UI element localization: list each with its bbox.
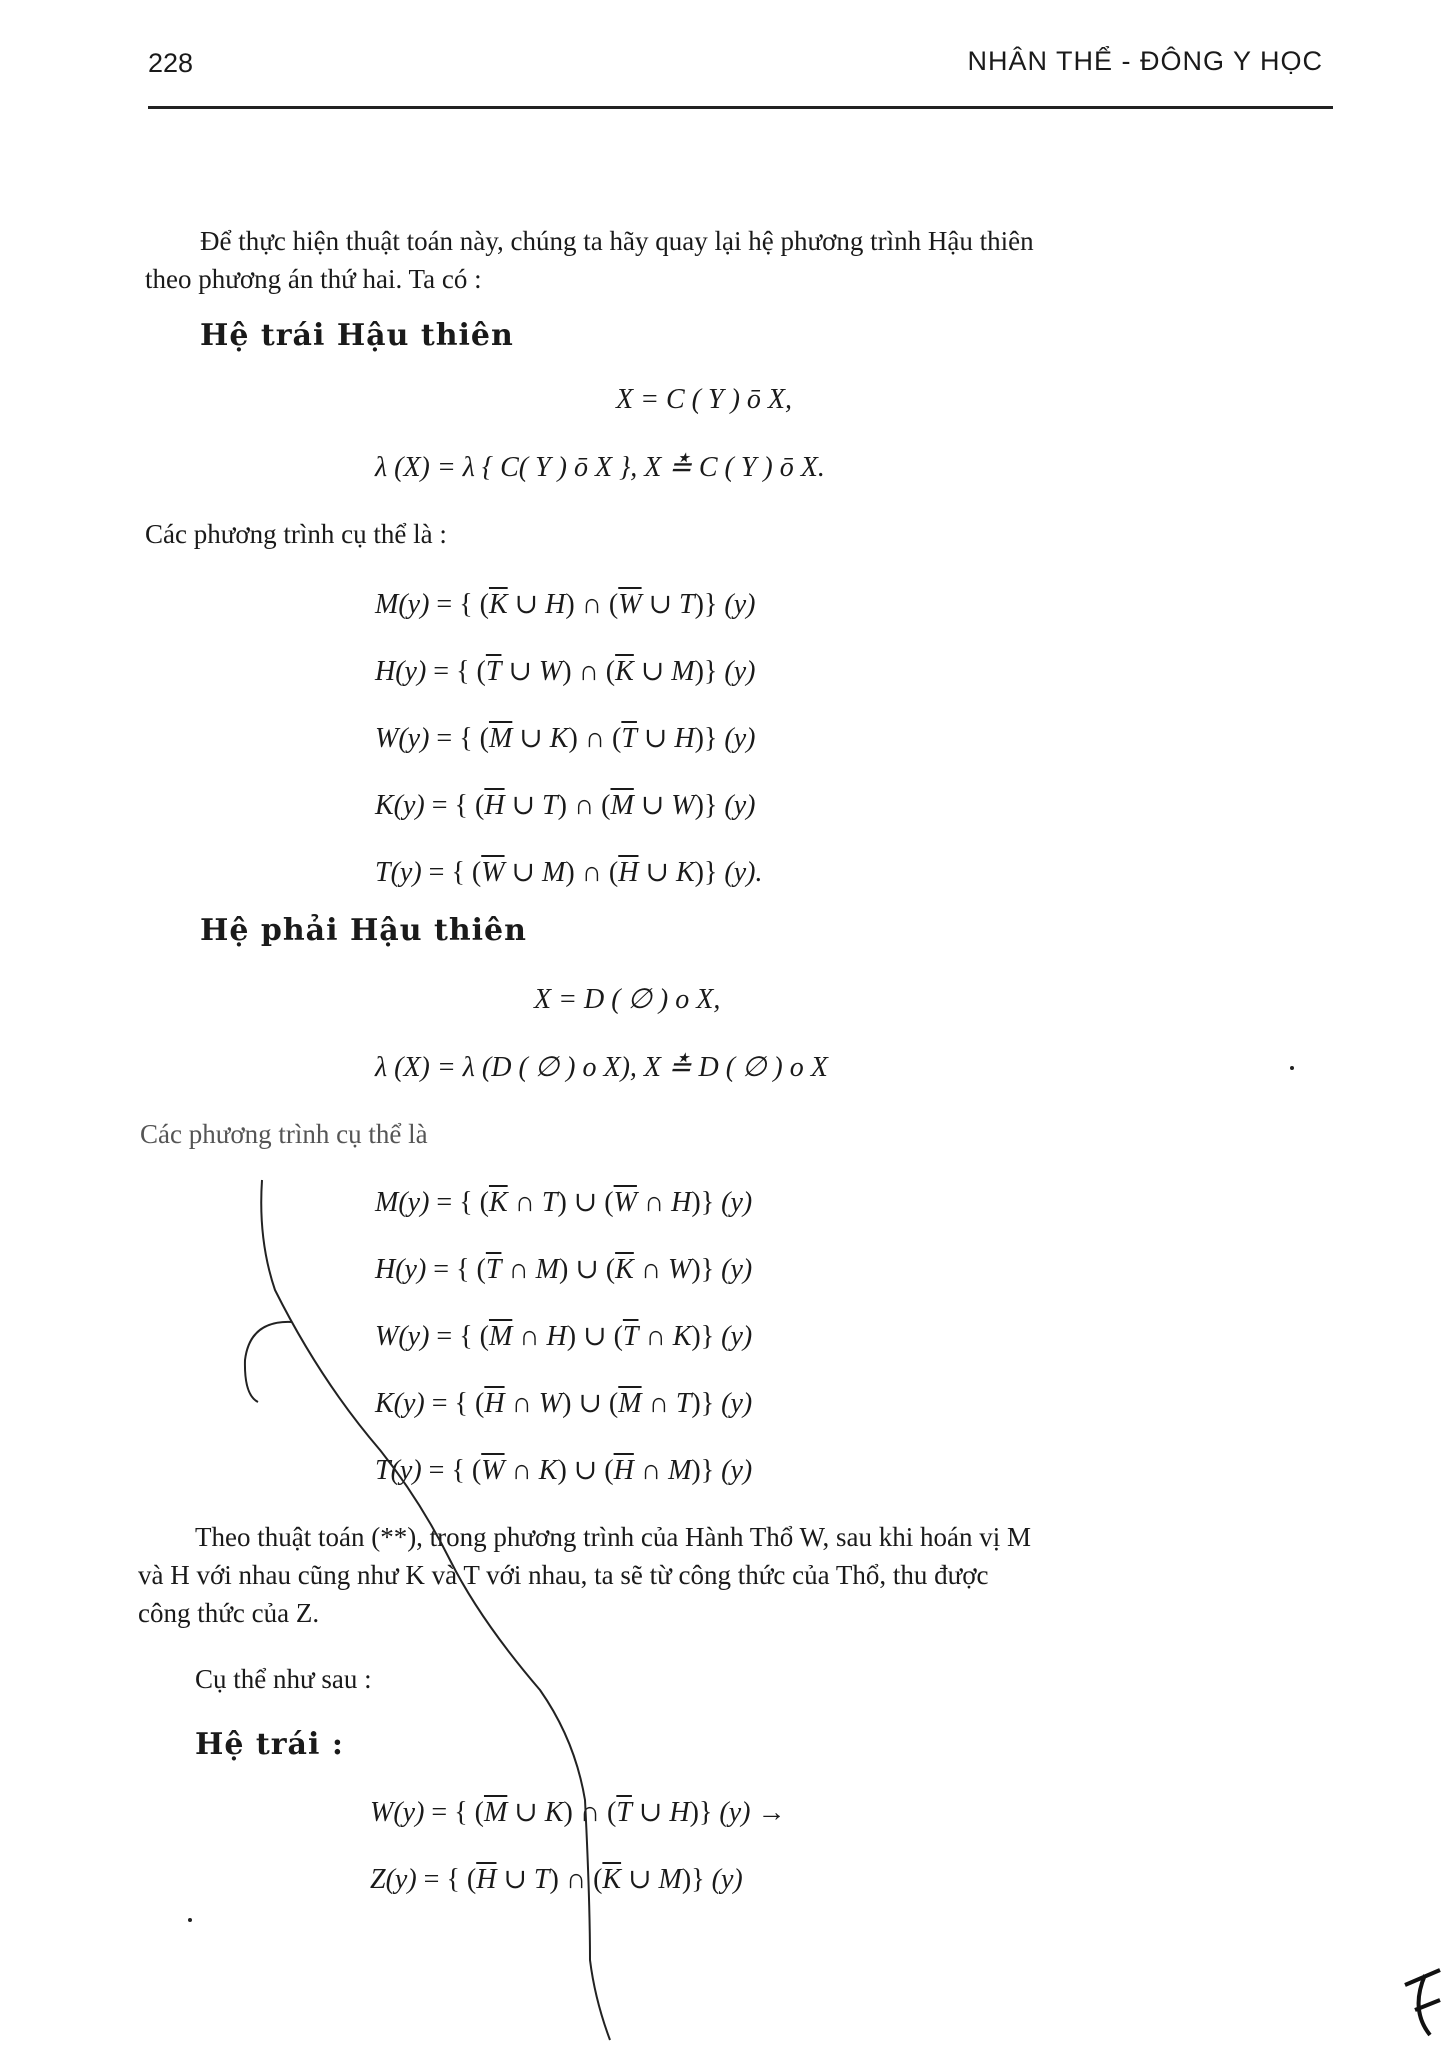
eq-var: H: [546, 1321, 567, 1352]
eq-operator: ∪: [641, 589, 680, 620]
right-system-eq2: λ (X) = λ (D ( ∅ ) o X), X ≛ D ( ∅ ) o X: [375, 1052, 828, 1083]
speck: [188, 1918, 192, 1922]
left-system-heading: Hệ trái Hậu thiên: [200, 318, 514, 353]
eq-paren: ): [691, 1388, 701, 1419]
eq-tail: (y): [724, 790, 756, 821]
eq-operator: ∩: [636, 1187, 672, 1218]
eq-brace: }: [698, 1797, 720, 1828]
eq-operator: ∪: [621, 1864, 659, 1895]
eq-tail: (y): [724, 656, 756, 687]
eq-lhs: K(y): [375, 790, 425, 821]
left-system-eq2: λ (X) = λ { C( Y ) ō X }, X ≛ C ( Y ) ō X.: [375, 452, 825, 483]
eq-var: T: [542, 790, 558, 821]
eq-operator: ∩: [571, 656, 606, 687]
eq-equals: = {: [424, 1797, 475, 1828]
eq-var: T: [541, 1187, 558, 1218]
eq-paren: (: [471, 857, 482, 888]
eq-complement-var: $\overline{K}$: [488, 589, 508, 620]
eq-tail: (y).: [724, 857, 763, 888]
eq-complement-var: $\overline{K}$: [602, 1864, 622, 1895]
eq-var: W: [538, 1388, 563, 1419]
eq-lhs: M(y): [375, 1187, 430, 1218]
eq-operator: ∩: [577, 723, 613, 754]
left-system-lead: Các phương trình cụ thể là :: [145, 519, 447, 549]
corner-mark: [1405, 1970, 1440, 2035]
eq-paren: ): [562, 1388, 572, 1419]
eq-equals: = {: [426, 656, 477, 687]
eq-complement-var: $\overline{T}$: [616, 1797, 632, 1828]
eq-tail: (y): [721, 1388, 753, 1419]
eq-paren: (: [471, 1455, 482, 1486]
left-result-heading: Hệ trái :: [195, 1727, 344, 1762]
eq-var: M: [658, 1864, 682, 1895]
eq-complement-var: $\overline{W}$: [613, 1187, 637, 1218]
eq-operator: ∩: [566, 790, 602, 821]
eq-paren: (: [475, 1388, 485, 1419]
eq-paren: ): [694, 790, 704, 821]
eq-complement-var: $\overline{T}$: [485, 1254, 502, 1285]
eq-lhs: T(y): [375, 857, 422, 888]
eq-operator: ∩: [638, 1321, 673, 1352]
eq-var: T: [675, 1388, 692, 1419]
eq-paren: (: [479, 1321, 489, 1352]
eq-paren: (: [605, 656, 616, 687]
eq-complement-var: $\overline{H}$: [484, 790, 505, 821]
eq-paren: (: [613, 1321, 623, 1352]
eq-paren: ): [691, 1321, 701, 1352]
eq-operator: ∪: [507, 1797, 545, 1828]
eq-paren: ): [557, 790, 567, 821]
eq-brace: }: [700, 1254, 722, 1285]
eq-brace: }: [700, 1321, 722, 1352]
eq-var: M: [668, 1455, 692, 1486]
eq-complement-var: $\overline{T}$: [622, 1321, 639, 1352]
eq-brace: }: [703, 857, 725, 888]
eq-paren: ): [562, 656, 572, 687]
eq-tail: (y): [711, 1864, 743, 1895]
right-system-eq1: X = D ( ∅ ) o X,: [534, 984, 721, 1015]
eq-paren: ): [694, 589, 704, 620]
eq-var: H: [545, 589, 566, 620]
eq-lhs: M(y): [375, 589, 430, 620]
eq-paren: (: [593, 1864, 603, 1895]
eq-operator: ∪: [568, 1254, 606, 1285]
left-system-eq1: X = C ( Y ) ō X,: [616, 384, 792, 415]
eq-paren: ): [549, 1864, 559, 1895]
running-title: NHÂN THỂ - ĐÔNG Y HỌC: [967, 46, 1323, 76]
eq-operator: ∩: [504, 1388, 539, 1419]
eq-paren: ): [694, 723, 704, 754]
eq-var: H: [669, 1797, 690, 1828]
eq-var: H: [674, 723, 695, 754]
eq-operator: ∩: [574, 857, 609, 888]
eq-paren: ): [694, 857, 704, 888]
eq-brace: }: [703, 790, 725, 821]
eq-tail: (y): [721, 1321, 753, 1352]
eq-complement-var: $\overline{M}$: [618, 1388, 642, 1419]
eq-brace: }: [691, 1864, 712, 1895]
eq-paren: ): [566, 1321, 577, 1352]
eq-paren: (: [612, 723, 622, 754]
eq-paren: ): [691, 1187, 701, 1218]
eq-paren: ): [681, 1864, 692, 1895]
eq-paren: (: [604, 1187, 614, 1218]
eq-operator: ∪: [507, 589, 546, 620]
eq-operator: ∪: [501, 656, 539, 687]
eq-paren: ): [691, 1254, 701, 1285]
eq-complement-var: $\overline{M}$: [483, 1797, 508, 1828]
eq-paren: ): [565, 857, 575, 888]
eq-operator: ∪: [633, 656, 672, 687]
eq-complement-var: $\overline{M}$: [488, 1321, 513, 1352]
eq-complement-var: $\overline{H}$: [476, 1864, 497, 1895]
algorithm-line-1: Theo thuật toán (**), trong phương trình của Hành Thổ W, sau khi hoán vị M: [195, 1522, 1032, 1552]
eq-complement-var: $\overline{H}$: [484, 1388, 505, 1419]
eq-complement-var: $\overline{H}$: [613, 1455, 634, 1486]
eq-var: K: [675, 857, 695, 888]
eq-operator: ∩: [633, 1455, 669, 1486]
eq-var: K: [538, 1455, 558, 1486]
eq-tail: (y): [724, 589, 756, 620]
eq-paren: (: [475, 790, 485, 821]
eq-operator: ∪: [571, 1388, 609, 1419]
right-system-heading: Hệ phải Hậu thiên: [200, 913, 527, 948]
eq-paren: (: [608, 589, 619, 620]
eq-equals: = {: [424, 1388, 475, 1419]
eq-var: W: [668, 1254, 692, 1285]
eq-lhs: H(y): [375, 656, 427, 687]
eq-lhs: H(y): [375, 1254, 427, 1285]
eq-paren: (: [476, 656, 486, 687]
eq-paren: ): [689, 1797, 699, 1828]
eq-operator: ∪: [512, 723, 550, 754]
eq-operator: ∩: [641, 1388, 676, 1419]
eq-paren: ): [691, 1455, 701, 1486]
eq-equals: = {: [429, 1187, 480, 1218]
pen-stroke: [261, 1180, 610, 2040]
eq-brace: }: [700, 1455, 722, 1486]
page-number: 228: [148, 48, 194, 78]
intro-line-2: theo phương án thứ hai. Ta có :: [145, 264, 482, 294]
eq-paren: (: [607, 1797, 617, 1828]
eq-operator: ∪: [566, 1455, 605, 1486]
speck: [1290, 1066, 1294, 1070]
eq-var: M: [671, 656, 695, 687]
eq-paren: ): [565, 589, 575, 620]
eq-paren: (: [476, 1254, 486, 1285]
eq-operator: ∩: [558, 1864, 594, 1895]
eq-var: M: [542, 857, 566, 888]
eq-paren: (: [604, 1455, 614, 1486]
eq-equals: = {: [429, 589, 480, 620]
eq-complement-var: $\overline{M}$: [610, 790, 634, 821]
eq-lhs: K(y): [375, 1388, 425, 1419]
eq-tail: (y): [721, 1254, 753, 1285]
eq-brace: }: [703, 723, 725, 754]
eq-operator: ∩: [633, 1254, 669, 1285]
eq-equals: = {: [421, 1455, 472, 1486]
eq-var: M: [535, 1254, 559, 1285]
eq-var: K: [544, 1797, 564, 1828]
eq-complement-var: $\overline{W}$: [481, 1455, 505, 1486]
eq-var: W: [671, 790, 695, 821]
eq-complement-var: $\overline{K}$: [615, 656, 634, 687]
eq-equals: = {: [421, 857, 472, 888]
eq-lhs: T(y): [375, 1455, 422, 1486]
eq-complement-var: $\overline{K}$: [615, 1254, 634, 1285]
eq-brace: }: [703, 656, 725, 687]
eq-equals: = {: [429, 1321, 480, 1352]
eq-var: T: [679, 589, 695, 620]
pen-loop: [245, 1322, 292, 1402]
eq-tail: (y) →: [719, 1797, 786, 1828]
eq-paren: ): [557, 1187, 567, 1218]
eq-complement-var: $\overline{H}$: [618, 857, 639, 888]
eq-tail: (y): [721, 1187, 753, 1218]
eq-paren: ): [568, 723, 578, 754]
eq-paren: (: [466, 1864, 477, 1895]
eq-var: K: [672, 1321, 692, 1352]
eq-paren: (: [608, 1388, 619, 1419]
eq-paren: (: [608, 857, 619, 888]
eq-operator: ∪: [566, 1187, 605, 1218]
eq-complement-var: $\overline{T}$: [621, 723, 637, 754]
eq-equals: = {: [424, 790, 475, 821]
intro-line-1: Để thực hiện thuật toán này, chúng ta hãy quay lại hệ phương trình Hậu thiên: [200, 226, 1034, 256]
eq-lhs: Z(y): [370, 1864, 417, 1895]
eq-equals: = {: [429, 723, 480, 754]
eq-operator: ∩: [574, 589, 609, 620]
eq-paren: ): [559, 1254, 569, 1285]
eq-complement-var: $\overline{W}$: [618, 589, 642, 620]
eq-lhs: W(y): [375, 723, 430, 754]
eq-brace: }: [703, 589, 725, 620]
eq-var: H: [671, 1187, 692, 1218]
right-system-lead: Các phương trình cụ thể là: [140, 1119, 428, 1149]
eq-paren: (: [601, 790, 611, 821]
eq-complement-var: $\overline{M}$: [488, 723, 513, 754]
eq-operator: ∪: [636, 723, 675, 754]
eq-operator: ∩: [501, 1254, 536, 1285]
eq-var: W: [538, 656, 563, 687]
eq-brace: }: [700, 1187, 722, 1218]
eq-paren: (: [479, 1187, 489, 1218]
eq-equals: = {: [426, 1254, 477, 1285]
eq-tail: (y): [724, 723, 756, 754]
eq-var: K: [549, 723, 569, 754]
eq-operator: ∪: [633, 790, 672, 821]
eq-paren: (: [479, 589, 489, 620]
eq-operator: ∪: [496, 1864, 534, 1895]
eq-lhs: W(y): [370, 1797, 425, 1828]
eq-operator: ∩: [572, 1797, 608, 1828]
eq-complement-var: $\overline{T}$: [485, 656, 502, 687]
eq-paren: (: [605, 1254, 616, 1285]
eq-brace: }: [700, 1388, 722, 1419]
eq-complement-var: $\overline{W}$: [481, 857, 505, 888]
eq-operator: ∩: [512, 1321, 547, 1352]
eq-paren: ): [557, 1455, 567, 1486]
algorithm-line-2: và H với nhau cũng như K và T với nhau, ta sẽ từ công thức của Thổ, thu được: [138, 1560, 989, 1590]
eq-operator: ∩: [507, 1187, 542, 1218]
eq-paren: (: [479, 723, 489, 754]
algorithm-line-3: công thức của Z.: [138, 1598, 320, 1628]
eq-paren: ): [694, 656, 704, 687]
eq-operator: ∩: [504, 1455, 539, 1486]
eq-equals: = {: [416, 1864, 467, 1895]
eq-tail: (y): [721, 1455, 753, 1486]
eq-operator: ∪: [631, 1797, 670, 1828]
eq-operator: ∪: [638, 857, 676, 888]
eq-operator: ∪: [504, 857, 543, 888]
eq-operator: ∪: [576, 1321, 614, 1352]
eq-paren: (: [474, 1797, 484, 1828]
eq-operator: ∪: [504, 790, 543, 821]
eq-lhs: W(y): [375, 1321, 430, 1352]
eq-paren: ): [563, 1797, 573, 1828]
algorithm-lead: Cụ thể như sau :: [195, 1664, 372, 1694]
eq-complement-var: $\overline{K}$: [488, 1187, 508, 1218]
eq-var: T: [533, 1864, 550, 1895]
